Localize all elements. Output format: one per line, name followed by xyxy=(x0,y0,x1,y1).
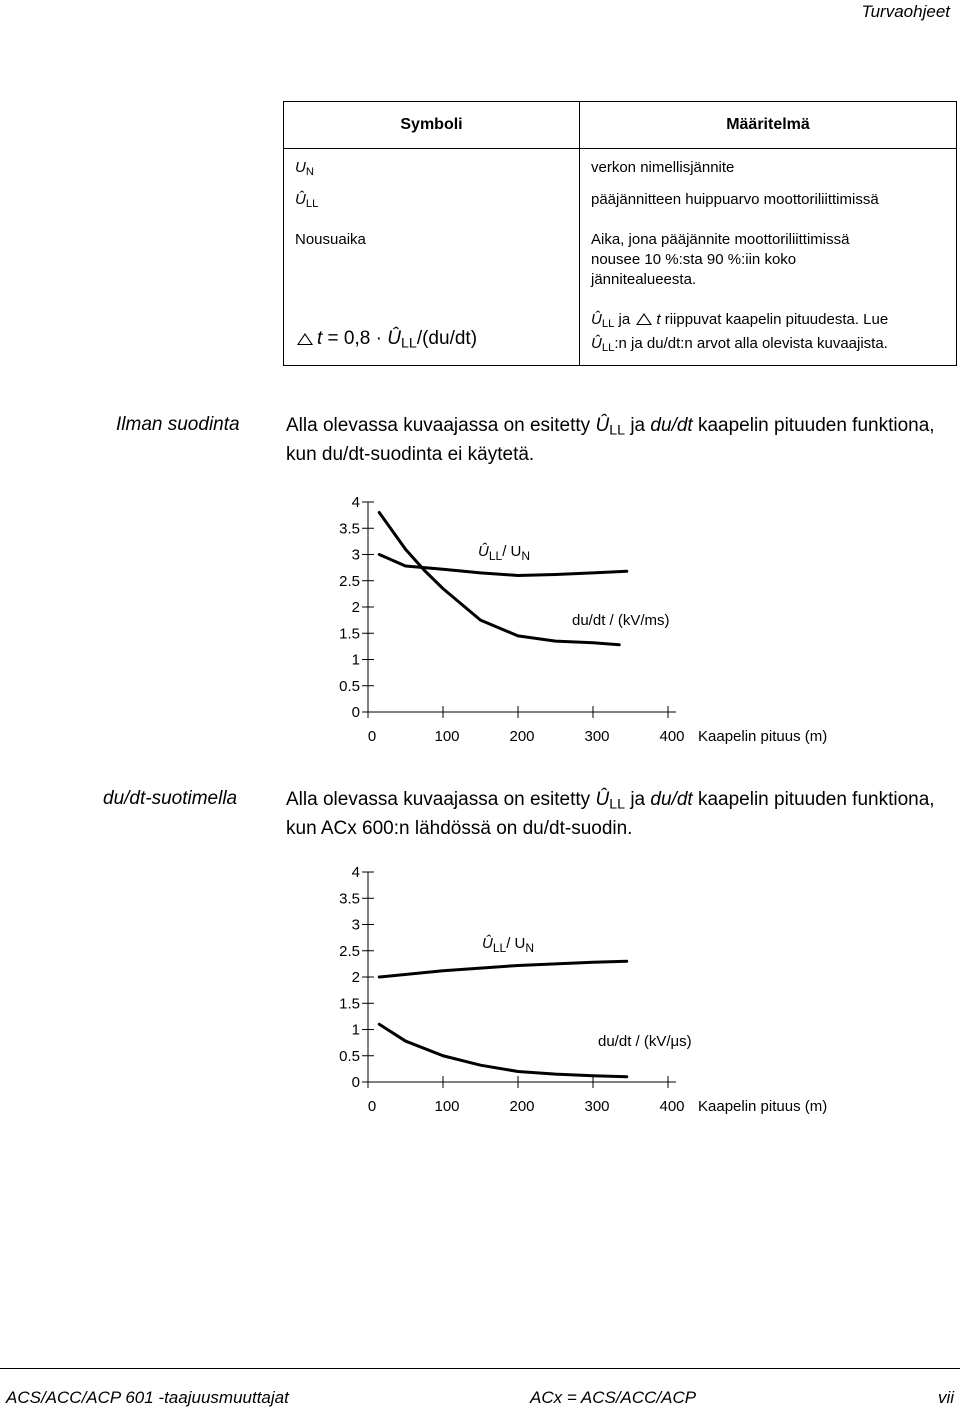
x-axis-label: Kaapelin pituus (m) xyxy=(698,1098,828,1115)
symbol-un-sub: N xyxy=(305,165,314,178)
y-tick-label: 4 xyxy=(351,494,360,511)
symbol-table xyxy=(283,101,957,366)
symbol-un: U xyxy=(295,159,306,176)
x-tick-label: 400 xyxy=(659,728,685,745)
delta-icon xyxy=(297,333,313,345)
symbol-ull: Û xyxy=(295,191,306,208)
y-tick-label: 0.5 xyxy=(339,1047,360,1065)
table-head-definition: Määritelmä xyxy=(580,102,957,149)
y-tick-label: 3.5 xyxy=(339,890,360,908)
table-row xyxy=(284,305,580,366)
x-tick-label: 200 xyxy=(509,728,535,745)
y-tick-label: 0 xyxy=(351,704,360,721)
page-header-title: Turvaohjeet xyxy=(861,2,950,21)
table-row xyxy=(284,189,580,229)
x-axis-label: Kaapelin pituus (m) xyxy=(698,728,828,745)
y-tick-label: 2.5 xyxy=(339,942,360,960)
series-label-ull: $Û_{LL}/$ $U_N$ xyxy=(478,543,531,563)
y-tick-label: 1.5 xyxy=(339,625,360,643)
footer-center: ACx = ACS/ACC/ACP xyxy=(530,1388,697,1407)
footer-page-number: vii xyxy=(937,1388,954,1407)
section-text-dudt-filter: Alla olevassa kuvaajassa on esitetty $Û_{LL}$ ja du/dt kaapelin pituuden funktiona, kun ACx 600:n lähdössä on du/dt-suodin. xyxy=(286,789,935,839)
section-label-no-filter: Ilman suodinta xyxy=(116,414,240,435)
table-head-symbol: Symboli xyxy=(284,102,580,149)
y-tick-label: 3 xyxy=(351,546,360,564)
series-label-dudt: du/dt / (kV/ms) xyxy=(572,612,670,629)
x-tick-label: 0 xyxy=(367,728,377,745)
x-tick-label: 200 xyxy=(509,1098,535,1115)
y-tick-label: 0 xyxy=(351,1074,360,1091)
x-tick-label: 400 xyxy=(659,1098,685,1115)
definition-ull: pääjännitteen huippuarvo moottoriliittimissä xyxy=(591,191,879,208)
table-row xyxy=(284,149,580,190)
x-tick-label: 100 xyxy=(434,728,460,745)
y-tick-label: 0.5 xyxy=(339,677,360,695)
definition-un: verkon nimellisjännite xyxy=(591,159,735,176)
y-tick-label: 3.5 xyxy=(339,520,360,538)
section-text-no-filter: Alla olevassa kuvaajassa on esitetty $Û_{LL}$ ja du/dt kaapelin pituuden funktiona, kun du/dt-suodinta ei käytetä. xyxy=(286,415,935,465)
footer-left: ACS/ACC/ACP 601 -taajuusmuuttajat xyxy=(6,1388,289,1407)
series-line xyxy=(379,1024,627,1077)
y-tick-label: 1 xyxy=(351,651,360,669)
x-tick-label: 300 xyxy=(584,1098,610,1115)
table-row xyxy=(284,229,580,305)
y-tick-label: 2.5 xyxy=(339,572,360,590)
series-label-ull: $Û_{LL}/$ $U_N$ xyxy=(482,935,535,955)
rise-time-formula: $t = 0,8 \cdot Û_{LL}/(du/dt)$ xyxy=(297,328,477,352)
definition-rise-time: Aika, jona pääjännite moottoriliittimissä nousee 10 %:sta 90 %:iin koko jännitealueesta. xyxy=(591,231,850,288)
symbol-ull-sub: LL xyxy=(305,197,319,210)
chart-no-filter xyxy=(320,490,940,760)
series-line xyxy=(379,961,627,977)
y-tick-label: 2 xyxy=(351,599,360,616)
x-tick-label: 0 xyxy=(367,1098,377,1115)
y-tick-label: 4 xyxy=(351,864,360,881)
y-tick-label: 1 xyxy=(351,1021,360,1039)
series-label-dudt: du/dt / (kV/μs) xyxy=(598,1033,692,1050)
y-tick-label: 1.5 xyxy=(339,995,360,1013)
y-tick-label: 3 xyxy=(351,916,360,934)
delta-icon xyxy=(636,313,652,325)
section-label-dudt-filter: du/dt-suotimella xyxy=(103,788,238,809)
symbol-rise-time: Nousuaika xyxy=(295,231,366,248)
y-tick-label: 2 xyxy=(351,969,360,986)
definition-formula: $Û_{LL}$ ja t riippuvat kaapelin pituudesta. Lue $Û_{LL}:n$ ja du/dt:n arvot alla olevista kuvaajista. xyxy=(591,311,889,354)
x-tick-label: 300 xyxy=(584,728,610,745)
footer-divider xyxy=(0,1368,960,1369)
chart-dudt-filter xyxy=(320,860,940,1130)
x-tick-label: 100 xyxy=(434,1098,460,1115)
